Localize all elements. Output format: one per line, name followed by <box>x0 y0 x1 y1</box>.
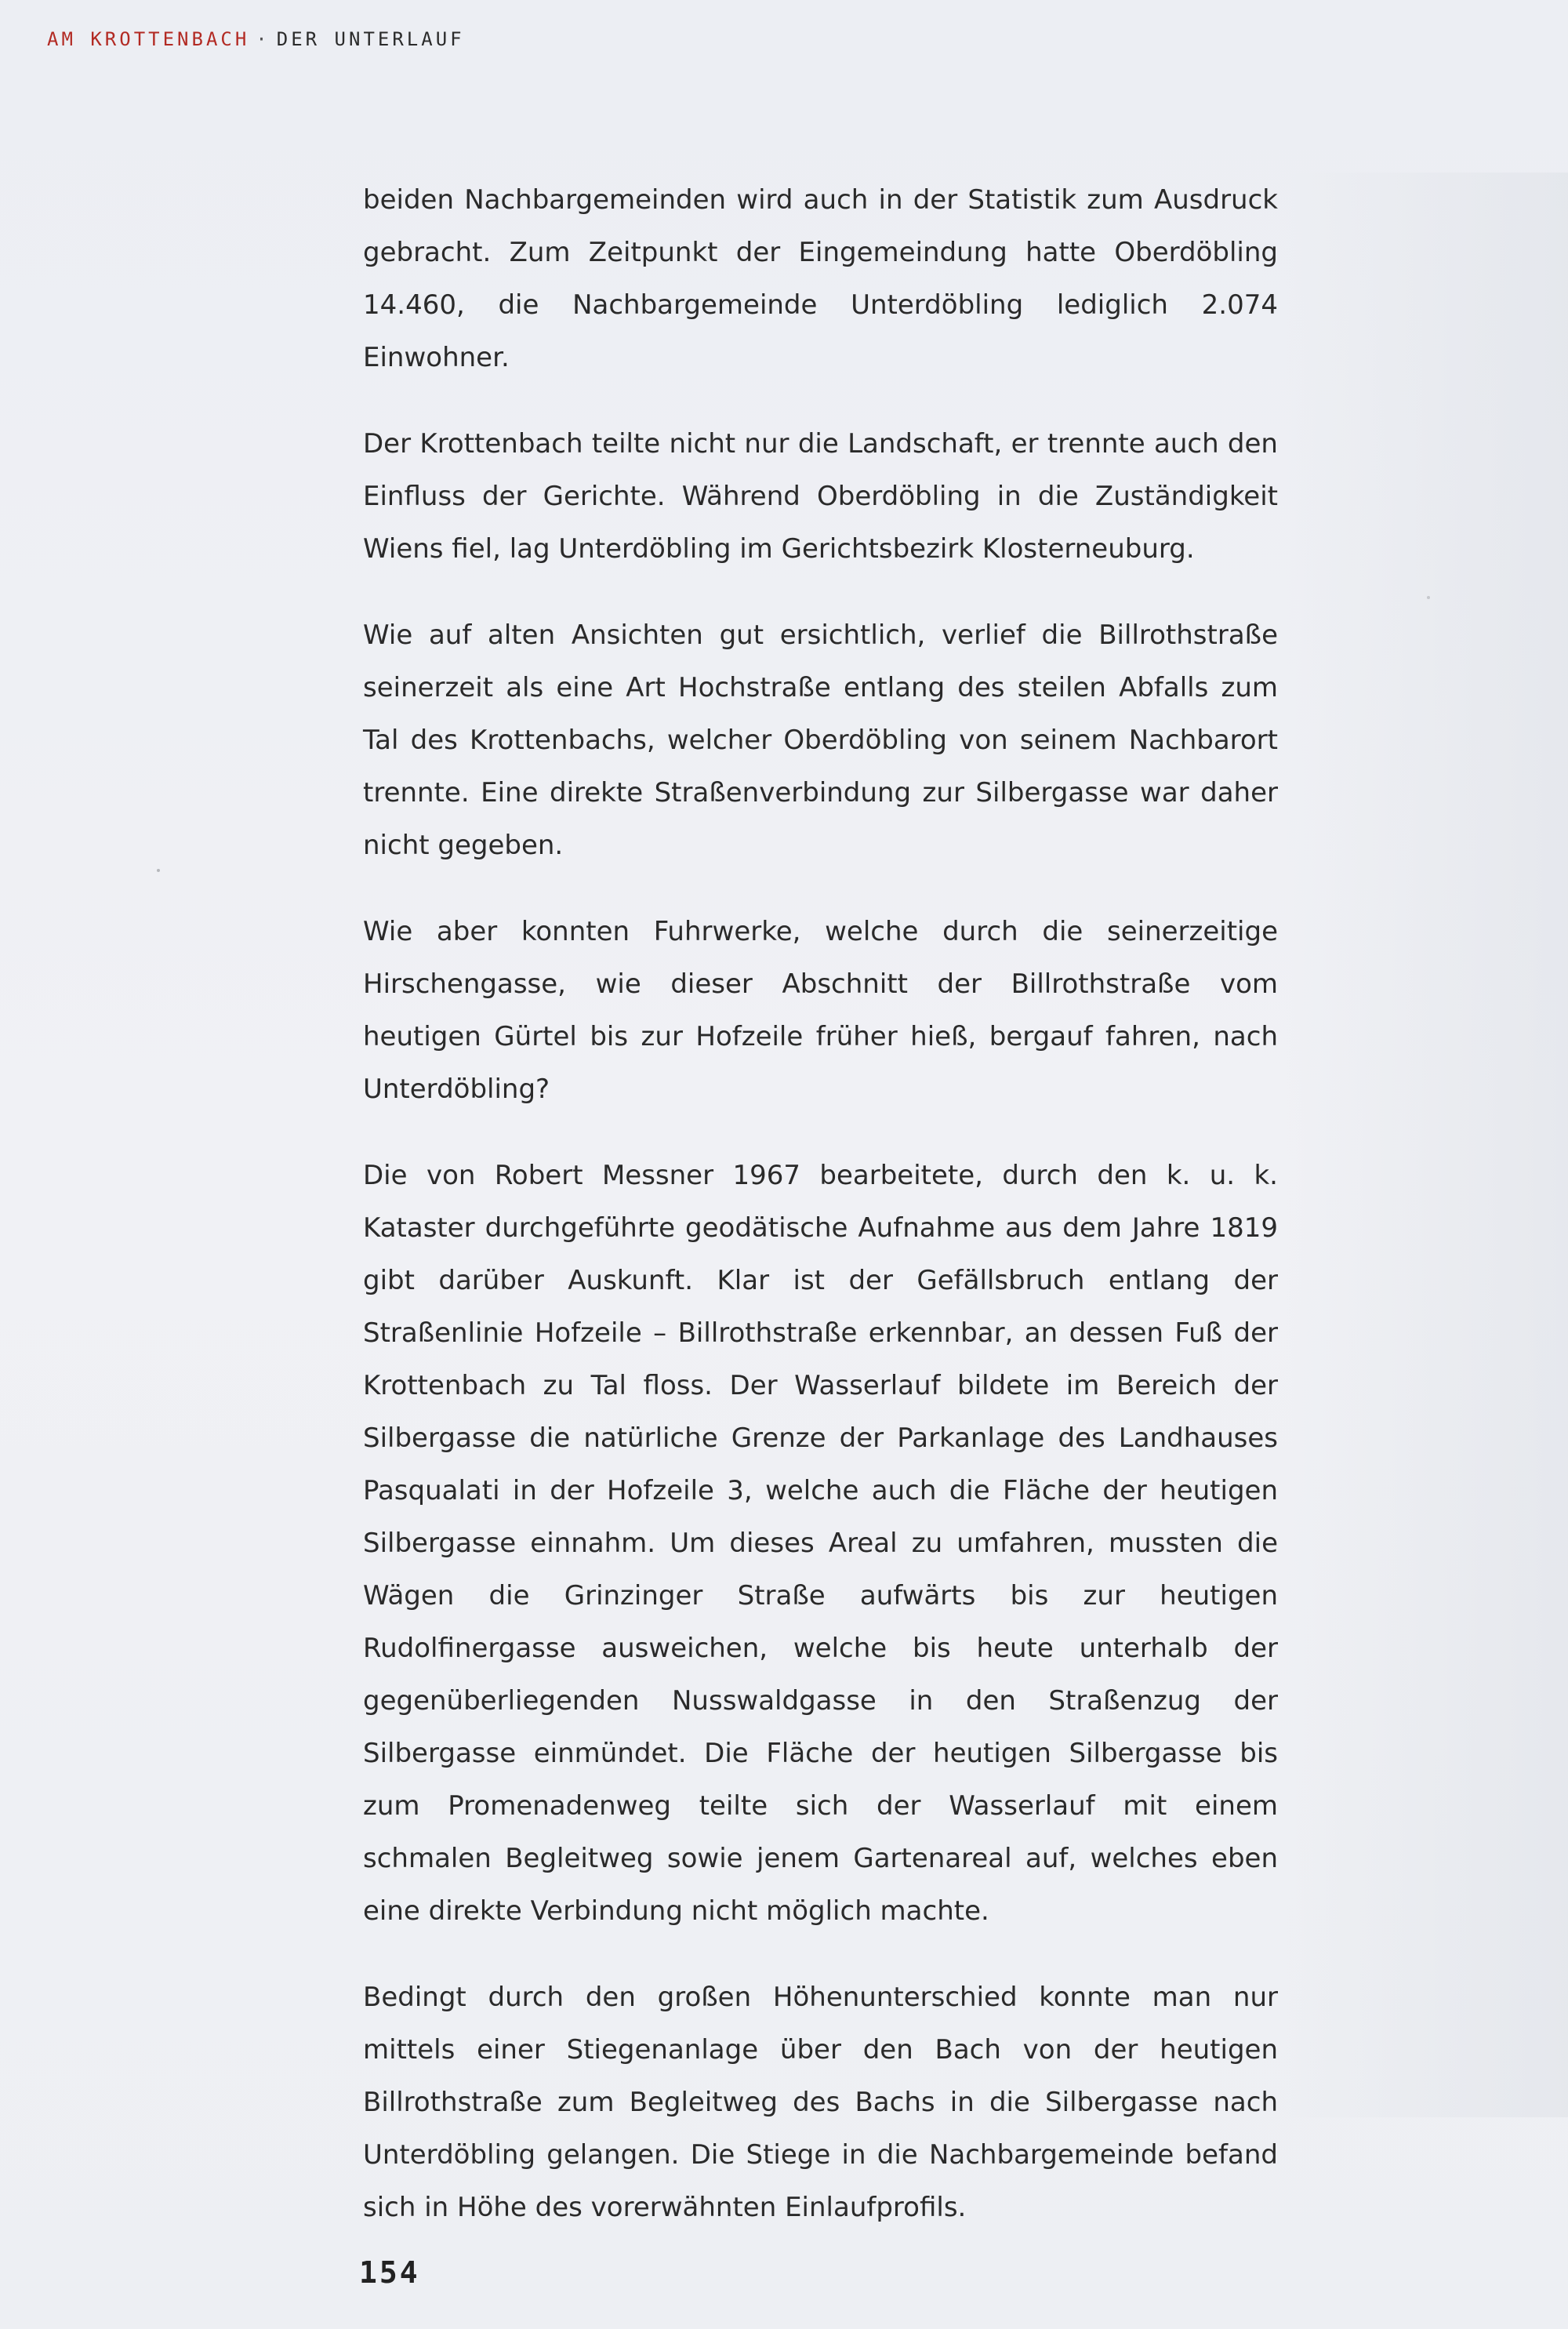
body-text <box>363 174 1278 2268</box>
paragraph-kataster: Die von Robert Messner 1967 bearbeitete, durch den k. u. k. Kataster durchgeführte geodätische Aufnahme aus dem Jahre 1819 gibt darüber Auskunft. Klar ist der Gefällsbruch entlang der Straßenlinie Hofzeile – Billrothstraße erkennbar, an dessen Fuß der Krottenbach zu Tal floss. Der Wasserlauf bildete im Bereich der Silbergasse die natürliche Grenze der Parkanlage des Landhauses Pasqualati in der Hofzeile 3, welche auch die Fläche der heutigen Silbergasse einnahm. Um dieses Areal zu umfahren, mussten die Wägen die Grinzinger Straße aufwärts bis zur heutigen Rudolfinergasse ausweichen, welche bis heute unterhalb der gegenüberliegenden Nusswaldgasse in den Straßenzug der Silbergasse einmündet. Die Fläche der heutigen Silbergasse bis zum Promenadenweg teilte sich der Wasserlauf mit einem schmalen Begleitweg sowie jenem Gartenareal auf, welches eben eine direkte Verbindung nicht möglich machte. <box>363 1160 1278 1927</box>
paper-speck <box>1427 596 1430 599</box>
running-head <box>47 28 465 50</box>
paragraph-courts: Der Krottenbach teilte nicht nur die Landschaft, er trennte auch den Einfluss der Gerichte. Während Oberdöbling in die Zuständigkeit Wiens fiel, lag Unterdöbling im Gerichtsbezirk Klosterneuburg. <box>363 428 1278 565</box>
paper-speck <box>157 869 160 872</box>
paragraph-billrothstrasse: Wie auf alten Ansichten gut ersichtlich, verlief die Billrothstraße seinerzeit als eine Art Hochstraße entlang des steilen Abfalls zum Tal des Krottenbachs, welcher Oberdöbling von seinem Nachbarort trennte. Eine direkte Straßenverbindung zur Silbergasse war daher nicht gegeben. <box>363 619 1278 861</box>
paragraph-question: Wie aber konnten Fuhrwerke, welche durch die seinerzeitige Hirschengasse, wie dieser Abschnitt der Billrothstraße vom heutigen Gürtel bis zur Hofzeile früher hieß, bergauf fahren, nach Unterdöbling? <box>363 916 1278 1105</box>
running-head-section: AM KROTTENBACH <box>47 28 250 50</box>
page-number: 154 <box>359 2255 420 2290</box>
running-head-separator: · <box>256 28 270 50</box>
show-through-shadow <box>1286 173 1568 2117</box>
paragraph-statistics: beiden Nachbargemeinden wird auch in der Statistik zum Ausdruck gebracht. Zum Zeitpunkt der Eingemeindung hatte Oberdöbling 14.460, die Nachbargemeinde Unterdöbling lediglich 2.074 Einwohner. <box>363 184 1278 373</box>
running-head-chapter: DER UNTERLAUF <box>276 28 465 50</box>
paragraph-stiege: Bedingt durch den großen Höhenunterschied konnte man nur mittels einer Stiegenanlage über den Bach von der heutigen Billrothstraße zum Begleitweg des Bachs in die Silbergasse nach Unterdöbling gelangen. Die Stiege in die Nachbargemeinde befand sich in Höhe des vorerwähnten Einlaufprofils. <box>363 1982 1278 2223</box>
